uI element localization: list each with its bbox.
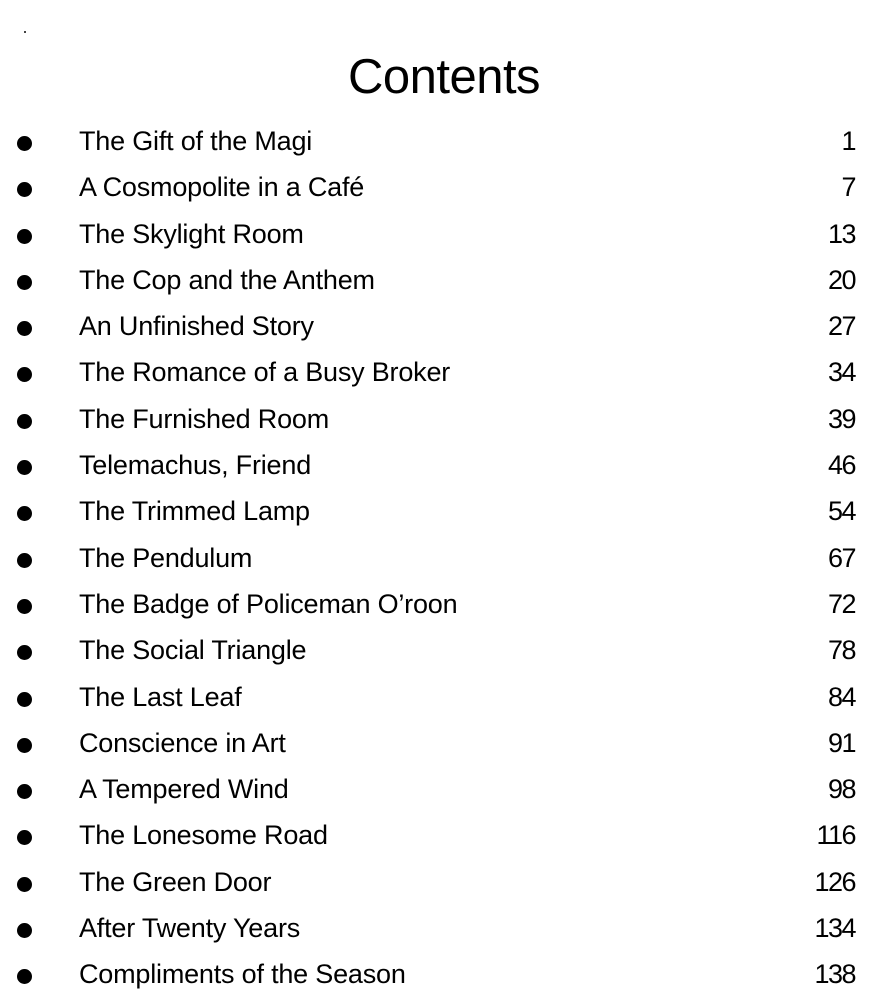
bullet-icon [17,784,32,799]
toc-entry [0,488,871,534]
entry-title: The Trimmed Lamp [79,496,310,527]
entry-title: The Pendulum [79,542,253,573]
entry-title: The Lonesome Road [79,820,328,851]
bullet-icon [17,830,32,845]
bullet-icon [17,275,32,290]
table-of-contents [0,118,871,998]
entry-page-number: 126 [814,866,855,897]
entry-page-number: 46 [827,450,855,481]
page-title: Contents [347,49,541,104]
toc-entry [0,720,871,766]
entry-page-number: 13 [827,218,855,249]
bullet-icon [17,229,32,244]
entry-title: The Furnished Room [79,403,330,434]
entry-title: Telemachus, Friend [79,450,312,481]
entry-page-number: 138 [814,959,855,990]
entry-page-number: 78 [827,635,855,666]
entry-page-number: 7 [841,172,855,203]
entry-page-number: 34 [827,357,855,388]
entry-page-number: 98 [827,774,855,805]
entry-page-number: 91 [827,727,855,758]
entry-title: The Skylight Room [79,218,304,249]
toc-entry [0,812,871,858]
toc-entry [0,349,871,395]
entry-title: The Last Leaf [79,681,242,712]
toc-entry [0,442,871,488]
bullet-icon [17,923,32,938]
toc-entry [0,118,871,164]
toc-entry [0,951,871,997]
toc-entry [0,303,871,349]
entry-page-number: 1 [841,126,855,156]
toc-entry [0,581,871,627]
entry-page-number: 116 [816,820,855,851]
entry-title: An Unfinished Story [79,311,314,342]
entry-page-number: 39 [827,403,855,434]
entry-page-number: 20 [827,264,855,295]
entry-title: After Twenty Years [79,913,301,944]
toc-entry [0,674,871,720]
entry-title: A Tempered Wind [79,774,289,805]
bullet-icon [17,182,32,197]
bullet-icon [17,414,32,429]
toc-entry [0,535,871,581]
entry-page-number: 54 [827,496,855,527]
toc-entry [0,211,871,257]
bullet-icon [17,367,32,382]
bullet-icon [17,553,32,568]
entry-page-number: 84 [827,681,855,712]
entry-title: The Badge of Policeman O’roon [79,588,458,619]
entry-title: The Cop and the Anthem [79,264,375,295]
bullet-icon [17,645,32,660]
toc-entry [0,396,871,442]
bullet-icon [17,599,32,614]
bullet-icon [17,969,32,984]
scan-speck [24,31,26,33]
entry-title: A Cosmopolite in a Café [79,172,365,203]
entry-title: Compliments of the Season [79,959,406,990]
entry-title: The Romance of a Busy Broker [79,357,451,388]
toc-entry [0,627,871,673]
bullet-icon [17,692,32,707]
bullet-icon [17,738,32,753]
entry-title: The Gift of the Magi [79,126,313,156]
bullet-icon [17,321,32,336]
entry-page-number: 67 [827,542,855,573]
bullet-icon [17,877,32,892]
bullet-icon [17,136,32,151]
bullet-icon [17,460,32,475]
toc-entry [0,766,871,812]
bullet-icon [17,506,32,521]
entry-title: The Green Door [79,866,272,897]
toc-entry [0,257,871,303]
entry-page-number: 27 [827,311,855,342]
entry-title: Conscience in Art [79,727,286,758]
entry-title: The Social Triangle [79,635,307,666]
toc-entry [0,164,871,210]
entry-page-number: 134 [814,913,855,944]
toc-entry [0,905,871,951]
toc-entry [0,859,871,905]
entry-page-number: 72 [827,588,855,619]
